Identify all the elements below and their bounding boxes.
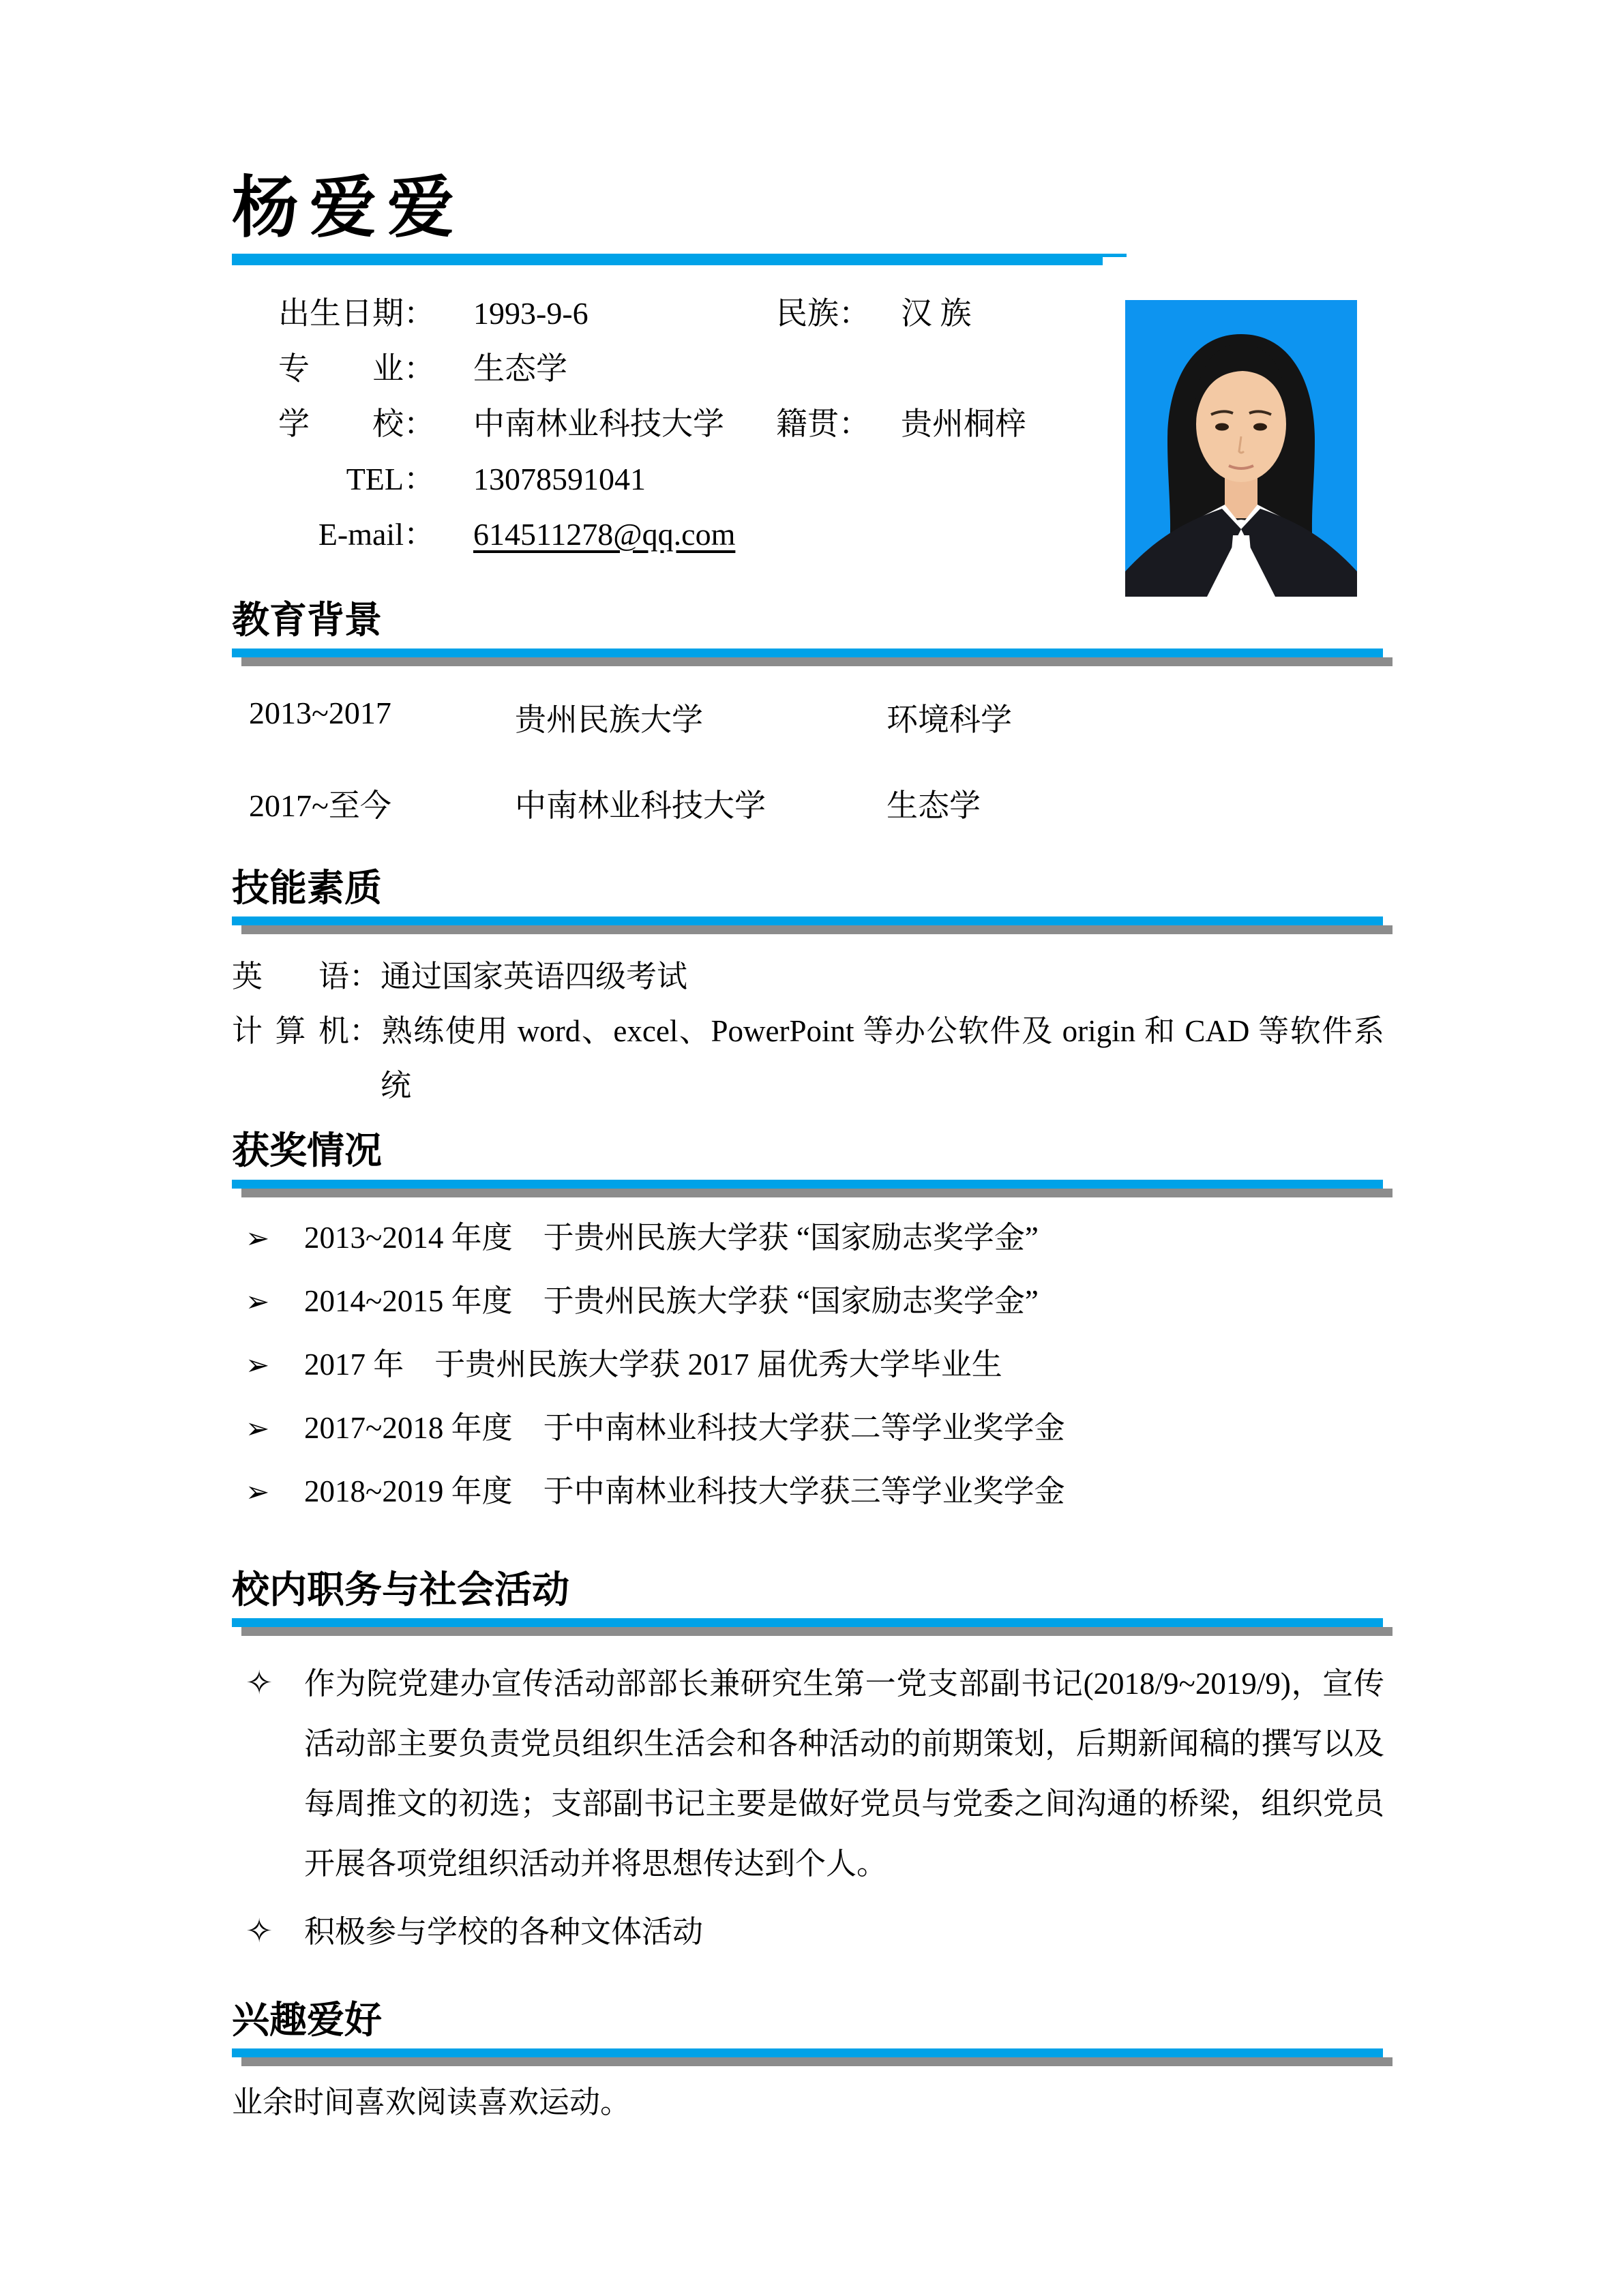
english-skill-label: 英 语 [232, 959, 349, 994]
award-item [232, 1410, 1384, 1448]
award-text: 2017 年 于贵州民族大学获 2017 届优秀大学毕业生 [304, 1347, 1002, 1382]
rule-blue-bar [232, 2048, 1383, 2057]
rule-blue-bar [232, 1618, 1383, 1627]
birthdate-value: 1993-9-6 [473, 295, 589, 331]
arrow-bullet-icon: ➢ [245, 1223, 270, 1255]
interests-text: 业余时间喜欢阅读喜欢运动。 [232, 2085, 631, 2119]
education-period: 2017~至今 [249, 788, 391, 823]
award-text: 2018~2019 年度 于中南林业科技大学获三等学业奖学金 [304, 1474, 1065, 1508]
major-colon: ： [404, 351, 435, 386]
birthdate-label: 出生日期 [278, 295, 404, 331]
ethnicity-colon: ： [839, 295, 870, 331]
email-colon: ： [404, 516, 435, 552]
name-underline-thick [232, 257, 1103, 265]
profile-row-email [278, 509, 1165, 565]
section-interests [232, 1999, 1384, 2124]
email-label: E-mail [318, 516, 404, 552]
activity-item [232, 1654, 1384, 1894]
school-colon: ： [404, 406, 435, 441]
education-major: 环境科学 [887, 702, 1012, 737]
activities-rule [232, 1617, 1384, 1637]
skills-rule [232, 915, 1384, 936]
section-skills [232, 867, 1384, 1113]
major-value: 生态学 [473, 351, 567, 386]
hometown-value: 贵州桐梓 [901, 406, 1026, 441]
computer-skill-label: 计算机 [232, 1014, 349, 1049]
education-school: 中南林业科技大学 [515, 788, 766, 823]
award-item [232, 1283, 1384, 1321]
school-value: 中南林业科技大学 [473, 406, 724, 441]
award-item [232, 1473, 1384, 1511]
education-row [249, 781, 1384, 826]
skill-item-computer [232, 1004, 1384, 1113]
english-skill-text: 通过国家英语四级考试 [381, 959, 688, 994]
rule-blue-bar [232, 648, 1383, 657]
awards-rule [232, 1178, 1384, 1199]
education-table [249, 695, 1384, 826]
birthdate-colon: ： [404, 295, 435, 331]
email-link[interactable]: 614511278@qq.com [473, 516, 736, 552]
page-title: 杨爱爱 [232, 172, 466, 245]
activities-title: 校内职务与社会活动 [232, 1568, 570, 1611]
rule-blue-bar [232, 1180, 1383, 1189]
arrow-bullet-icon: ➢ [245, 1286, 270, 1318]
computer-skill-text: 熟练使用 word、excel、PowerPoint 等办公软件及 origin 和 CAD 等软件系统 [381, 1014, 1384, 1103]
tel-colon: ： [404, 461, 435, 496]
skills-list [232, 949, 1384, 1113]
ethnicity-value: 汉 族 [901, 295, 972, 331]
arrow-bullet-icon: ➢ [245, 1476, 270, 1508]
section-education [232, 599, 1384, 826]
computer-skill-colon: ： [349, 1014, 381, 1049]
profile-info [278, 288, 1165, 565]
award-text: 2017~2018 年度 于中南林业科技大学获二等学业奖学金 [304, 1410, 1065, 1445]
activity-text: 积极参与学校的各种文体活动 [304, 1914, 704, 1949]
profile-row-tel [278, 454, 1165, 509]
portrait-photo-graphic [1125, 300, 1357, 597]
skills-title: 技能素质 [232, 867, 383, 909]
activity-text: 作为院党建办宣传活动部部长兼研究生第一党支部副书记(2018/9~2019/9)，宣传活动部主要负责党员组织生活会和各种活动的前期策划，后期新闻稿的撰写以及每周推文的初选；支部副书记主要是做好党员与党委之间沟通的桥梁，组织党员开展各项党组织活动并将思想传达到个人。 [304, 1666, 1384, 1881]
education-rule [232, 647, 1384, 668]
education-major: 生态学 [887, 788, 981, 823]
education-title: 教育背景 [232, 599, 383, 641]
arrow-bullet-icon: ➢ [245, 1413, 270, 1445]
star-bullet-icon: ✧ [245, 1665, 273, 1701]
award-text: 2013~2014 年度 于贵州民族大学获 “国家励志奖学金” [304, 1220, 1039, 1255]
awards-list [232, 1219, 1384, 1511]
header [232, 0, 1384, 265]
rule-blue-bar [232, 916, 1383, 925]
awards-title: 获奖情况 [232, 1130, 383, 1172]
rule-gray-shadow [241, 1189, 1393, 1197]
profile-row-birthdate [278, 288, 1165, 344]
major-label: 专 业 [278, 351, 404, 386]
rule-gray-shadow [241, 2057, 1393, 2066]
profile-row-school [278, 399, 1165, 454]
award-item [232, 1346, 1384, 1384]
id-photo [1125, 300, 1357, 597]
english-skill-colon: ： [349, 959, 381, 994]
rule-gray-shadow [241, 657, 1393, 666]
award-item [232, 1219, 1384, 1257]
star-bullet-icon: ✧ [245, 1913, 273, 1950]
interests-title: 兴趣爱好 [232, 1999, 383, 2041]
activity-item [232, 1902, 1384, 1962]
section-awards [232, 1129, 1384, 1510]
interests-rule [232, 2047, 1384, 2068]
skill-item-english [232, 949, 1384, 1004]
award-text: 2014~2015 年度 于贵州民族大学获 “国家励志奖学金” [304, 1283, 1039, 1318]
tel-value: 13078591041 [473, 461, 646, 496]
education-row [249, 695, 1384, 740]
rule-gray-shadow [241, 925, 1393, 934]
education-period: 2013~2017 [249, 696, 391, 730]
activities-list [232, 1654, 1384, 1962]
section-activities [232, 1568, 1384, 1962]
school-label: 学 校 [278, 406, 404, 441]
name-underline [232, 254, 1127, 265]
profile-row-major [278, 344, 1165, 399]
hometown-label: 籍贯 [776, 406, 839, 441]
arrow-bullet-icon: ➢ [245, 1350, 270, 1382]
rule-gray-shadow [241, 1627, 1393, 1636]
education-school: 贵州民族大学 [515, 702, 703, 737]
ethnicity-label: 民族 [776, 295, 839, 331]
tel-label: TEL [346, 461, 404, 496]
hometown-colon: ： [839, 406, 870, 441]
